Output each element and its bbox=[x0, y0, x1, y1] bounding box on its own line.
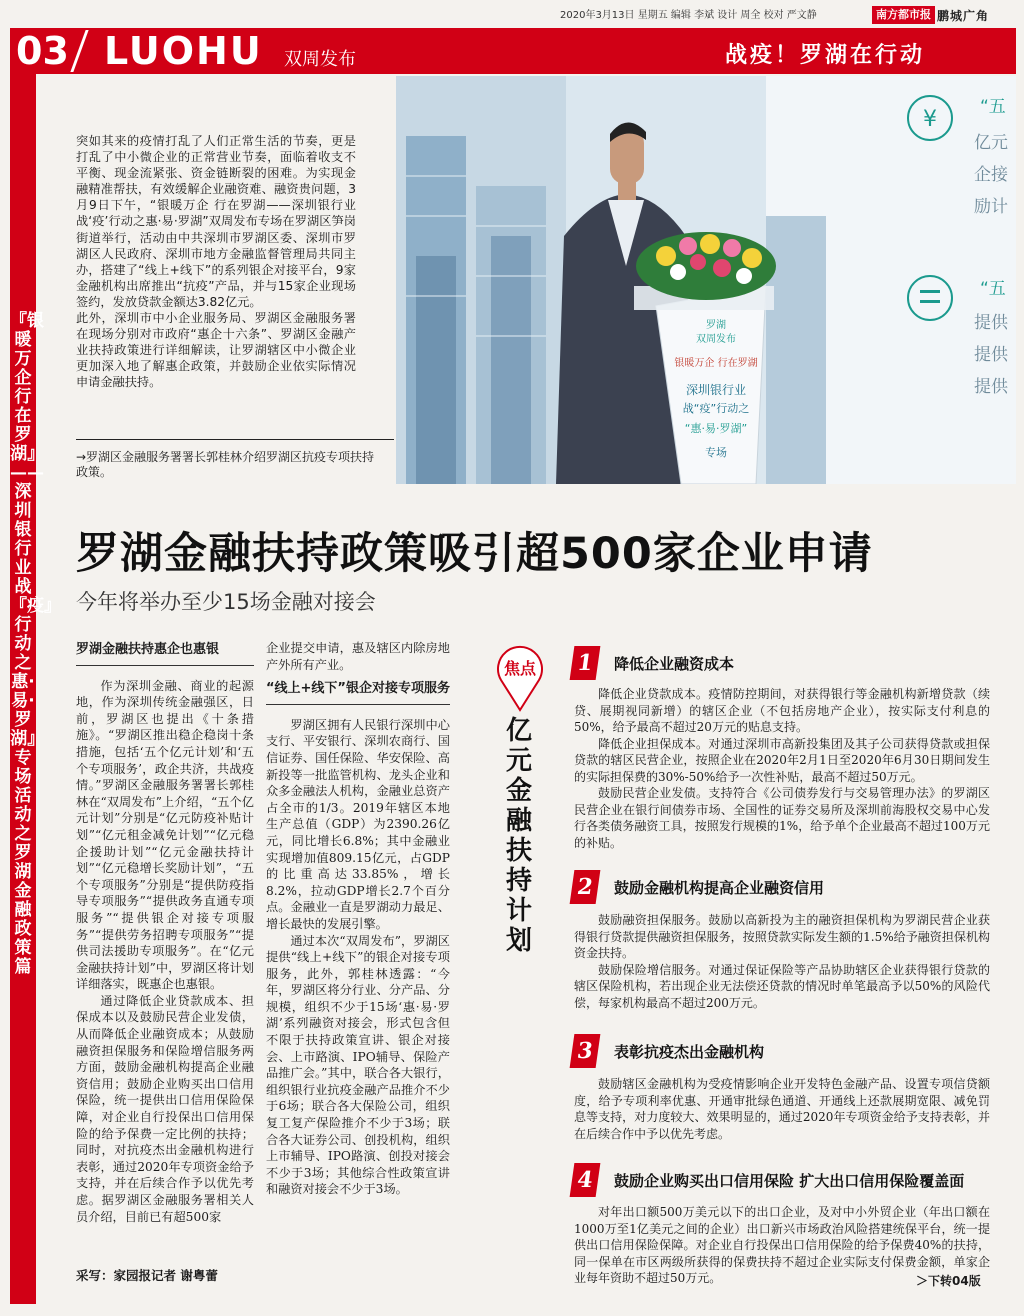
measure-title: 表彰抗疫杰出金融机构 bbox=[614, 1042, 765, 1061]
measure-title: 鼓励企业购买出口信用保险 扩大出口信用保险覆盖面 bbox=[614, 1171, 965, 1190]
article-paragraph: 罗湖区拥有人民银行深圳中心支行、平安银行、深圳农商行、国信证券、国任保险、华安保险、高新投等一批监管机构、龙头企业和众多金融法人机构，金融业总资产占全市的1/3。2019年辖区本地生产总值（GDP）为2390.26亿元，同比增长6.8%；其中金融业实现增加值809.15亿元，占GDP的比重高达33.85%，增长8.2%，拉动GDP增长2.7个百分点。金融业一直是罗湖动力最足、增长最快的发展引擎。 bbox=[266, 717, 450, 931]
screen-text-bottom-1: 提供 bbox=[974, 313, 1008, 333]
event-photo bbox=[396, 76, 1016, 484]
measure-paragraph: 鼓励民营企业发债。支持符合《公司债券发行与交易管理办法》的罗湖区民营企业在银行间债券市场、全国性的证券交易所及深圳前海股权交易中心发行各类债务融资工具，按照发行规模的1%，给予单个企业最高不超过100万元的补贴。 bbox=[574, 786, 990, 850]
measure-title: 鼓励金融机构提高企业融资信用 bbox=[614, 878, 825, 897]
column-1-heading: 罗湖金融扶持惠企也惠银 bbox=[76, 642, 254, 666]
measure-2-header bbox=[572, 870, 824, 904]
measure-paragraph: 对年出口额500万美元以下的出口企业，及对中小外贸企业（年出口额在1000万至1亿美元之间的企业）出口新兴市场政治风险搭建统保平台，统一提供出口信用保险保障。对企业自行投保出口信用保险的给予保费40%的扶持，同一保单在市区两级所获得的保费扶持不超过企业实际支付保费金额，单家企业每年资助不超过50万元。 bbox=[574, 1205, 990, 1285]
article-column-2 bbox=[266, 640, 450, 1230]
podium-text-6: 专场 bbox=[705, 446, 727, 459]
measure-2-body bbox=[574, 912, 990, 1011]
podium-text-0: 罗湖 bbox=[706, 320, 726, 331]
podium-text-4: 战“疫”行动之 bbox=[682, 402, 750, 415]
podium-text-3: 深圳银行业 bbox=[685, 383, 747, 397]
page-number: 03 bbox=[16, 29, 69, 73]
masthead-paper-name: 南方都市报 bbox=[872, 6, 935, 24]
focus-pin-label: 焦点 bbox=[503, 659, 536, 678]
section-name: LUOHU bbox=[104, 29, 263, 73]
section-tagline: 战疫！罗湖在行动 bbox=[725, 43, 926, 68]
podium-text-1: 双周发布 bbox=[696, 334, 736, 345]
headline: 罗湖金融扶持政策吸引超500家企业申请 bbox=[76, 529, 873, 579]
measure-number-badge: 2 bbox=[570, 870, 601, 904]
caption-divider bbox=[76, 439, 394, 440]
screen-text-top-3: 励计 bbox=[974, 197, 1008, 217]
event-photo-illustration bbox=[396, 76, 1016, 484]
measure-title: 降低企业融资成本 bbox=[614, 654, 735, 673]
measure-paragraph: 降低企业担保成本。对通过深圳市高新投集团及其子公司获得贷款或担保贷款的辖区民营企业，按照企业在2020年2月1日至2020年6月30日期间发生的实际担保费的30%-50%给予一次性补贴，最高不超过50万元。 bbox=[574, 736, 990, 784]
measure-paragraph: 鼓励保险增信服务。对通过保证保险等产品协助辖区企业获得银行贷款的辖区保险机构，若出现企业无法偿还贷款的情况时单笔最高予以50%的风险代偿，每家机构最高不超过200万元。 bbox=[574, 962, 990, 1010]
photo-caption: →罗湖区金融服务署署长郭桂林介绍罗湖区抗疫专项扶持政策。 bbox=[76, 450, 375, 479]
measure-1-body bbox=[574, 686, 990, 851]
screen-text-bottom-0: “五 bbox=[980, 279, 1006, 299]
article-paragraph: 作为深圳金融、商业的起源地，作为深圳传统金融强区，日前，罗湖区也提出《十条措施》。“罗湖区推出稳企稳岗十条措施，包括‘五个亿元计划’和‘五个专项服务’，政企共济，共战疫情。”罗湖区金融服务署署长郭桂林在“双周发布”上介绍，“五个亿元计划”分别是“亿元防疫补贴计划”“亿元租金减免计划”“亿元稳企援助计划”“亿元金融扶持计划”“亿元稳增长奖励计划”，“五个专项服务”分别是“提供防疫指导专项服务”“提供政务直通专项服务”“提供银企对接专项服务”“提供劳务招聘专项服务”“提供司法援助专项服务”。在“亿元金融扶持计划”中，罗湖区将计划详细落实，既惠企也惠银。 bbox=[76, 678, 254, 992]
screen-text-top-2: 企接 bbox=[974, 165, 1008, 185]
article-paragraph: 通过本次“双周发布”，罗湖区提供“线上+线下”的银企对接专项服务，此外，郭桂林透露：“今年，罗湖区将分行业、分产品、分规模，组织不少于15场‘惠·易·罗湖’系列融资对接会，形式包含但不限于扶持政策宣讲、银企对接会、上市路演、IPO辅导、保险产品推广会。”其中，联合各大银行，组织银行业抗疫金融产品推介不少于6场；联合各大保险公司，组织复工复产保险推介不少于3场；联合各大证券公司、创投机构，组织上市辅导、IPO路演、创投对接会不少于3场；其他综合性政策宣讲和融资对接会不少于3场。 bbox=[266, 933, 450, 1197]
intro-text bbox=[76, 133, 356, 391]
podium-text-2: 银暖万企 行在罗湖 bbox=[674, 358, 758, 369]
article-paragraph: 通过降低企业贷款成本、担保成本以及鼓励民营企业发债，从而降低企业融资成本；从鼓励融资担保服务和保险增信服务两方面，鼓励金融机构提高企业融资信用；鼓励企业购买出口信用保险，统一提供出口信用保险保障，对企业自行投保出口信用保险的给予保费一定比例的扶持；同时，对抗疫杰出金融机构进行表彰，通过2020年专项资金给予支持，并在后续合作予以优先考虑。据罗湖区金融服务署相关人员介绍，目前已有超500家 bbox=[76, 993, 254, 1224]
screen-text-bottom-2: 提供 bbox=[974, 345, 1008, 365]
measure-number-badge: 4 bbox=[570, 1163, 601, 1197]
focus-vertical-title: 亿元金融扶持计划 bbox=[505, 716, 532, 956]
measure-3-body bbox=[574, 1076, 990, 1142]
podium-text-5: “惠·易·罗湖” bbox=[684, 422, 748, 435]
measure-1-header bbox=[572, 646, 734, 680]
screen-text-top-1: 亿元 bbox=[974, 133, 1008, 153]
masthead bbox=[872, 5, 1020, 25]
measure-paragraph: 鼓励辖区金融机构为受疫情影响企业开发特色金融产品、设置专项信贷额度，给予专项利率优惠、开通审批绿色通道、开通线上还款展期宽限、减免罚息等支持，对力度较大、效果明显的，通过2020年专项资金给予支持表彰，并在后续合作中予以优先考虑。 bbox=[574, 1077, 990, 1141]
measure-number-badge: 1 bbox=[570, 646, 601, 680]
continued-on-page: ＞下转04版 bbox=[916, 1274, 981, 1288]
svg-text:¥: ¥ bbox=[923, 107, 937, 132]
measure-paragraph: 鼓励融资担保服务。鼓励以高新投为主的融资担保机构为罗湖民营企业获得银行贷款提供融资担保服务，按照贷款实际发生额的1.5%给予融资担保机构资金扶持。 bbox=[574, 913, 990, 960]
measure-paragraph: 降低企业贷款成本。疫情防控期间，对获得银行等金融机构新增贷款（续贷、展期视同新增）的辖区企业（不包括房地产企业），按实际支付利息的50%，给予最高不超过20万元的贴息支持。 bbox=[574, 687, 990, 734]
subheadline: 今年将举办至少15场金融对接会 bbox=[76, 590, 376, 614]
section-subtitle: 双周发布 bbox=[284, 49, 356, 70]
measure-number-badge: 3 bbox=[570, 1034, 601, 1068]
intro-paragraph: 此外，深圳市中小企业服务局、罗湖区金融服务署在现场分别对市政府“惠企十六条”、罗湖区金融产业扶持政策进行详细解读，让罗湖辖区中小微企业更加深入地了解惠企政策，并鼓励企业依实际情况申请金融扶持。 bbox=[76, 311, 356, 390]
article-paragraph: 企业提交申请，惠及辖区内除房地产外所有产业。 bbox=[266, 641, 450, 672]
measure-4-header bbox=[572, 1163, 964, 1197]
byline: 采写：家园报记者 谢粤蕾 bbox=[76, 1268, 218, 1283]
screen-text-bottom-3: 提供 bbox=[974, 377, 1008, 397]
intro-paragraph: 突如其来的疫情打乱了人们正常生活的节奏，更是打乱了中小微企业的正常营业节奏，面临着收支不平衡、现金流紧张、资金链断裂的困难。为实现金融精准帮扶，有效缓解企业融资难、融资贵问题，3月9日下午，“银暖万企 行在罗湖——深圳银行业战‘疫’行动之惠·易·罗湖”双周发布专场在罗湖区笋岗街道举行，活动由中共深圳市罗湖区委、深圳市罗湖区人民政府、深圳市地方金融监督管理局共同主办，搭建了“线上+线下”的系列银企对接平台，9家金融机构出席推出“抗疫”产品，并与15家企业现场签约，发放贷款金额达3.82亿元。 bbox=[76, 134, 356, 309]
issue-meta-line: 2020年3月13日 星期五 编辑 李斌 设计 周全 校对 严文静 bbox=[560, 10, 817, 21]
article-column-1 bbox=[76, 640, 254, 1236]
masthead-column-name: 鹏城广角 bbox=[937, 8, 990, 23]
column-2-heading: “线上+线下”银企对接专项服务 bbox=[266, 681, 450, 705]
measure-3-header bbox=[572, 1034, 764, 1068]
screen-text-top-0: “五 bbox=[980, 97, 1006, 117]
vertical-series-title: 『银暖万企 行在罗湖』——深圳银行业战『疫』行动之惠·易·罗湖』专场活动之罗湖金融政策篇 bbox=[10, 311, 61, 977]
